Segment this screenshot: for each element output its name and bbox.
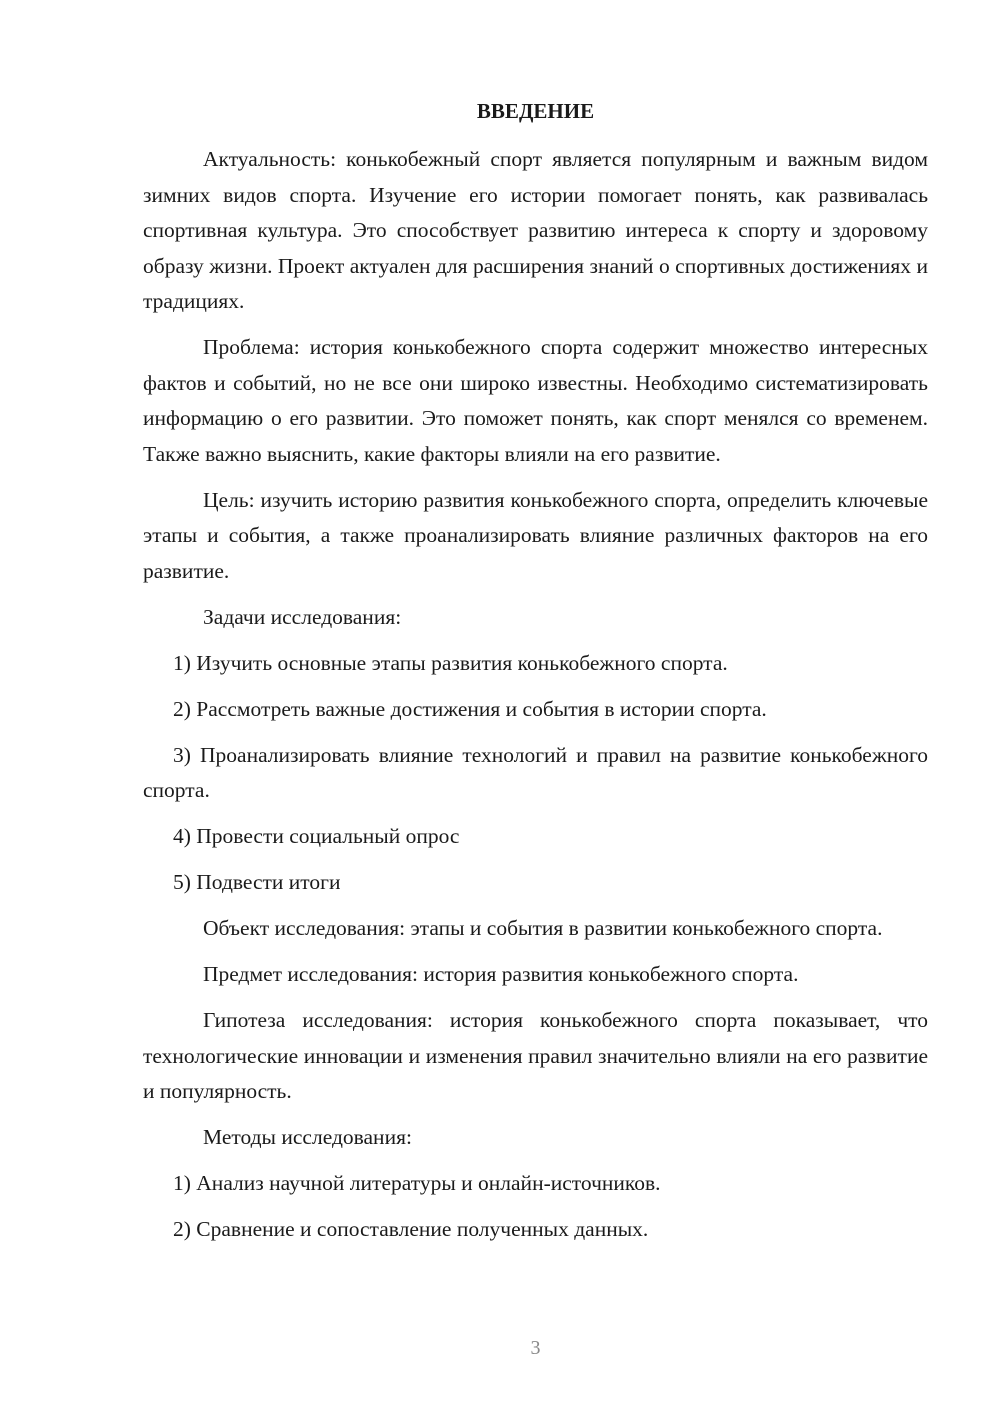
- paragraph-tasks-heading: Задачи исследования:: [203, 604, 402, 629]
- paragraph-goal: Цель: изучить историю развития конькобежного спорта, определить ключевые этапы и события, а также проанализировать влияние различных факторов на его развитие.: [143, 487, 928, 583]
- page-number: 3: [530, 1337, 541, 1359]
- body-text: [143, 142, 928, 1258]
- section-heading: ВВЕДЕНИЕ: [476, 99, 595, 123]
- paragraph-problem: Проблема: история конькобежного спорта содержит множество интересных фактов и событий, но не все они широко известны. Необходимо систематизировать информацию о его развитии. Это поможет понять, как спорт менялся со временем. Также важно выяснить, какие факторы влияли на его развитие.: [143, 335, 928, 466]
- task-item-1: 1) Изучить основные этапы развития конькобежного спорта.: [173, 650, 728, 675]
- paragraph-subject: Предмет исследования: история развития конькобежного спорта.: [203, 962, 799, 986]
- method-item-1: 1) Анализ научной литературы и онлайн-источников.: [173, 1171, 661, 1195]
- task-item-3: 3) Проанализировать влияние технологий и правил на развитие конькобежного спорта.: [143, 742, 928, 802]
- document-page: [143, 0, 928, 1414]
- paragraph-hypothesis: Гипотеза исследования: история конькобежного спорта показывает, что технологические инновации и изменения правил значительно влияли на его развитие и популярность.: [143, 1008, 928, 1103]
- task-item-4: 4) Провести социальный опрос: [173, 824, 460, 848]
- paragraph-methods-heading: Методы исследования:: [203, 1125, 412, 1149]
- paragraph-relevance: Актуальность: конькобежный спорт является популярным и важным видом зимних видов спорта. Изучение его истории помогает понять, как развивалась спортивная культура. Это способствует развитию интереса к спорту и здоровому образу жизни. Проект актуален для расширения знаний о спортивных достижениях и традициях.: [143, 147, 928, 313]
- task-item-2: 2) Рассмотреть важные достижения и события в истории спорта.: [173, 696, 767, 721]
- method-item-2: 2) Сравнение и сопоставление полученных данных.: [173, 1217, 649, 1241]
- task-item-5: 5) Подвести итоги: [173, 870, 341, 894]
- paragraph-object: Объект исследования: этапы и события в развитии конькобежного спорта.: [203, 916, 883, 940]
